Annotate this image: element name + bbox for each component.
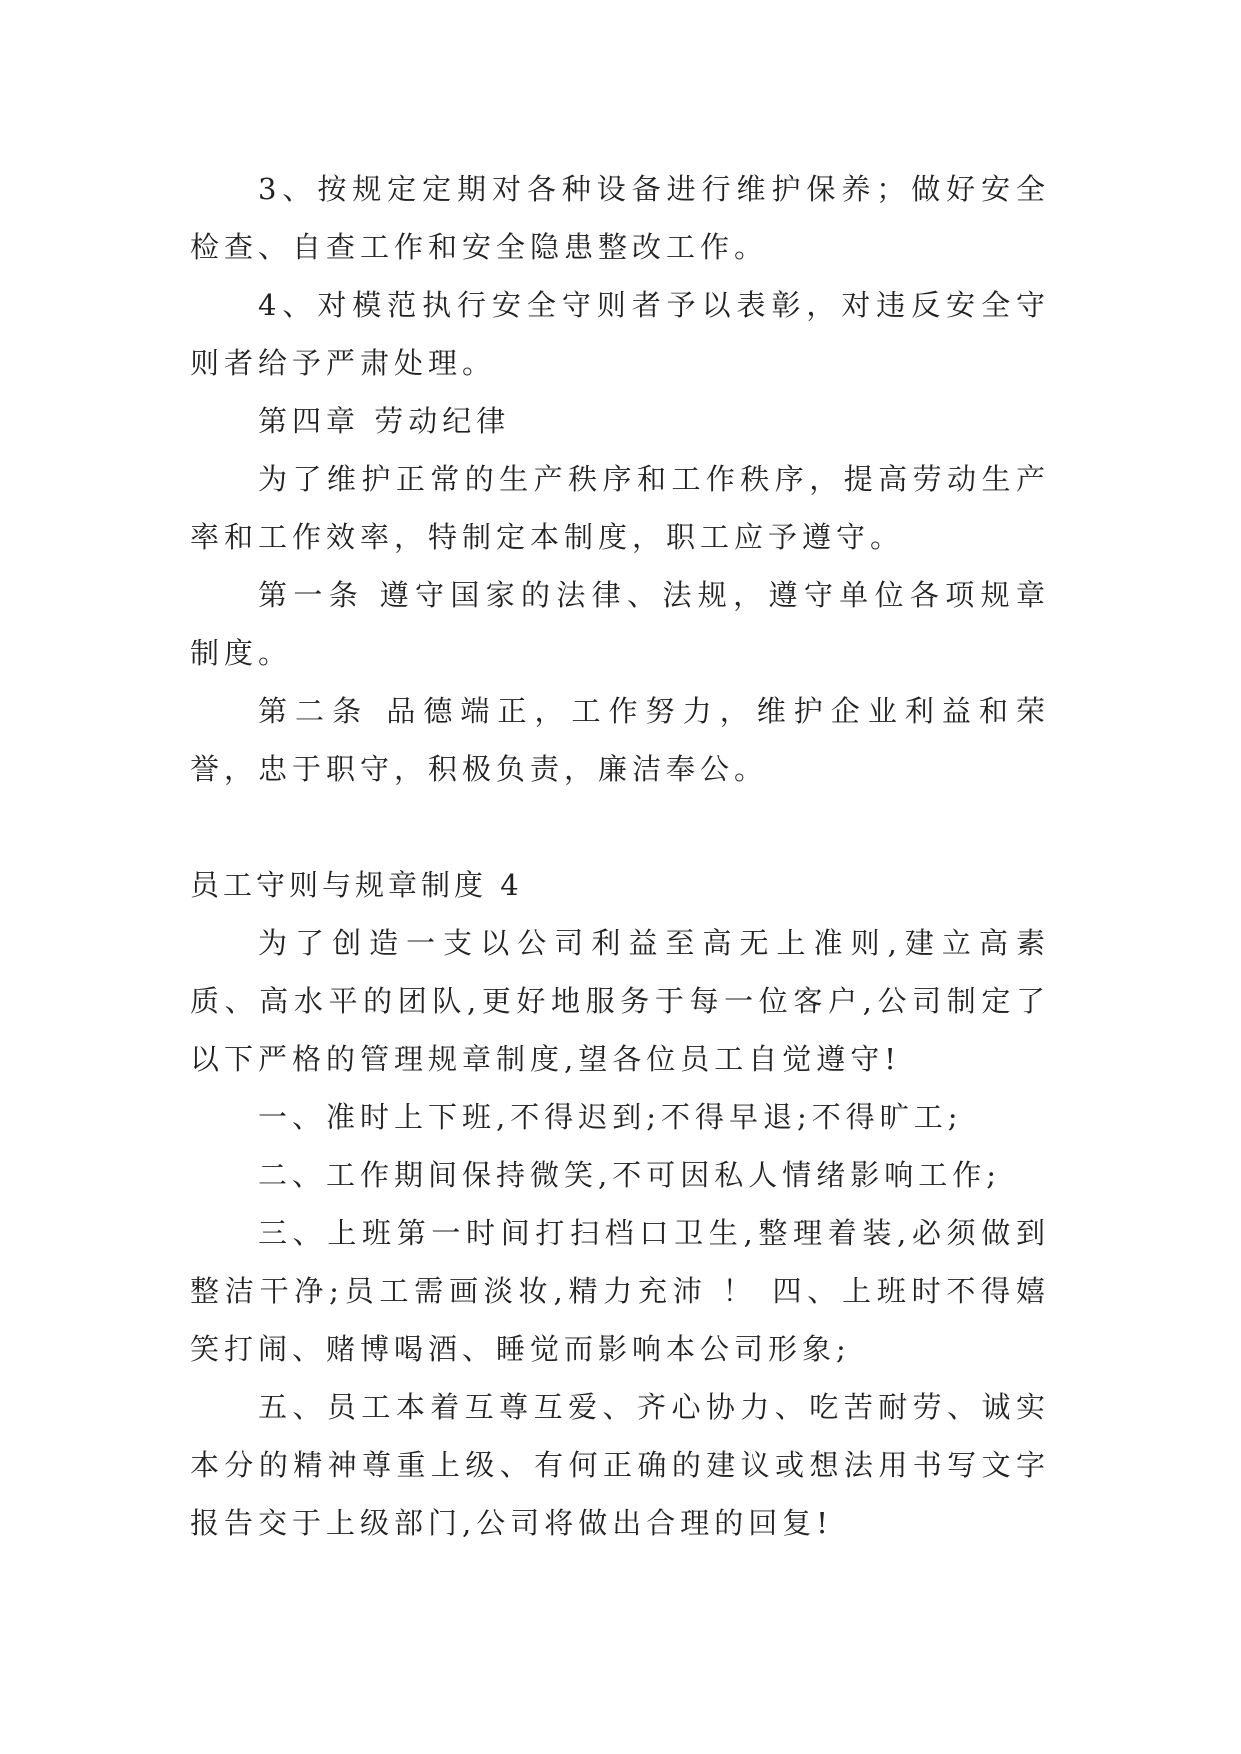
rule-one: 一、准时上下班,不得迟到;不得早退;不得旷工;	[258, 1100, 963, 1134]
paragraph-maintenance: 3、按规定定期对各种设备进行维护保养；做好安全检查、自查工作和安全隐患整改工作。	[190, 172, 1050, 264]
article-two: 第二条 品德端正，工作努力，维护企业利益和荣誉，忠于职守，积极负责，廉洁奉公。	[190, 694, 1050, 786]
paragraph-commendation: 4、对模范执行安全守则者予以表彰，对违反安全守则者给予严肃处理。	[190, 288, 1050, 380]
paragraph-discipline-intro: 为了维护正常的生产秩序和工作秩序，提高劳动生产率和工作效率，特制定本制度，职工应予遵守。	[190, 462, 1050, 554]
rule-two: 二、工作期间保持微笑,不可因私人情绪影响工作;	[258, 1158, 1001, 1192]
chapter-heading: 第四章 劳动纪律	[258, 404, 511, 438]
paragraph-intro: 为了创造一支以公司利益至高无上准则,建立高素质、高水平的团队,更好地服务于每一位客户,公司制定了以下严格的管理规章制度,望各位员工自觉遵守!	[190, 926, 1050, 1076]
rule-three-four: 三、上班第一时间打扫档口卫生,整理着装,必须做到整洁干净;员工需画淡妆,精力充沛 ！ 四、上班时不得嬉笑打闹、赌博喝酒、睡觉而影响本公司形象;	[190, 1216, 1050, 1366]
section-title: 员工守则与规章制度 4	[190, 868, 523, 902]
document-body	[190, 160, 1050, 1552]
rule-five: 五、员工本着互尊互爱、齐心协力、吃苦耐劳、诚实本分的精神尊重上级、有何正确的建议或想法用书写文字报告交于上级部门,公司将做出合理的回复!	[190, 1390, 1050, 1540]
article-one: 第一条 遵守国家的法律、法规，遵守单位各项规章制度。	[190, 578, 1050, 670]
